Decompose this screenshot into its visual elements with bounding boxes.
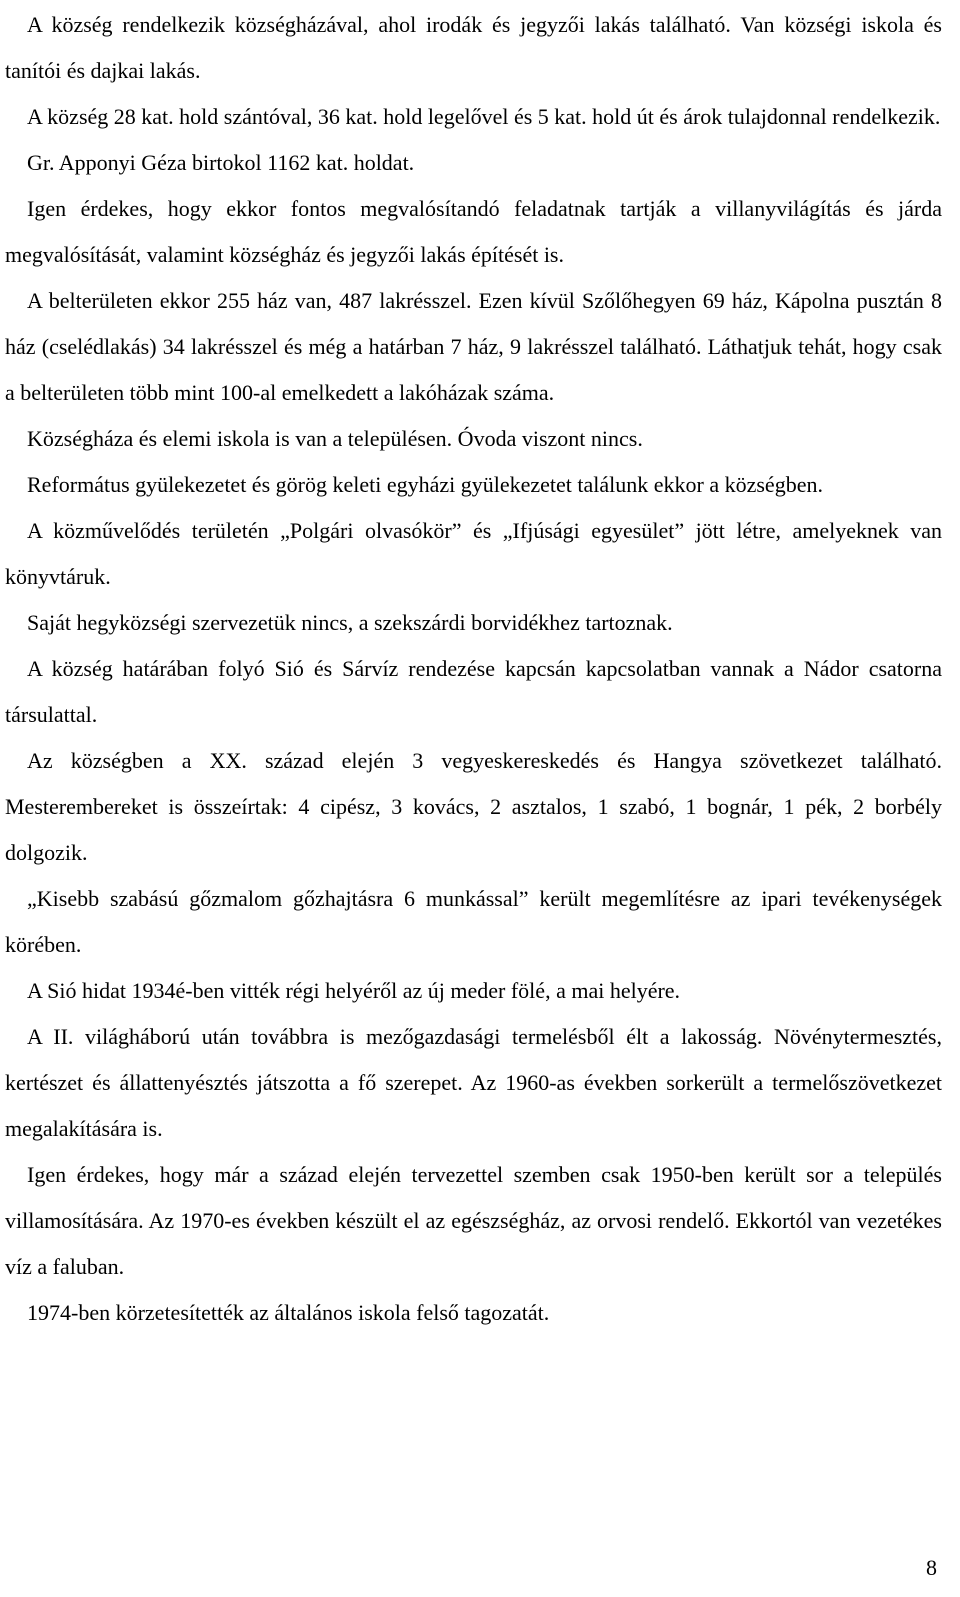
paragraph-post-war-agriculture: A II. világháború után továbbra is mezőgazdasági termelésből élt a lakosság. Növénytermesztés, kertészet és állattenyésztés játszotta a fő szerepet. Az 1960-as években sorkerült a termelőszövetkezet megalakítására is. [5,1024,942,1141]
paragraph-village-hall: A község rendelkezik községházával, ahol irodák és jegyzői lakás található. Van községi iskola és tanítói és dajkai lakás. [5,12,942,83]
paragraph-cultural-associations: A közművelődés területén „Polgári olvasókör” és „Ifjúsági egyesület” jött létre, amelyeknek van könyvtáruk. [5,518,942,589]
paragraph-river-regulation: A község határában folyó Sió és Sárvíz rendezése kapcsán kapcsolatban vannak a Nádor csatorna társulattal. [5,656,942,727]
paragraph-land-holdings: A község 28 kat. hold szántóval, 36 kat. hold legelővel és 5 kat. hold út és árok tulajdonnal rendelkezik. [27,104,941,129]
paragraph-wine-region: Saját hegyközségi szervezetük nincs, a szekszárdi borvidékhez tartoznak. [27,610,673,635]
paragraph-school-kindergarten: Községháza és elemi iskola is van a településen. Óvoda viszont nincs. [27,426,643,451]
paragraph-school-district: 1974-ben körzetesítették az általános iskola felső tagozatát. [27,1300,550,1325]
paragraph-electrification: Igen érdekes, hogy már a század elején tervezettel szemben csak 1950-ben került sor a település villamosítására. Az 1970-es években készült el az egészségház, az orvosi rendelő. Ekkortól van vezetékes víz a faluban. [5,1162,942,1279]
paragraph-steam-mill: „Kisebb szabású gőzmalom gőzhajtásra 6 munkással” került megemlítésre az ipari tevékenységek körében. [5,886,942,957]
paragraph-planned-developments: Igen érdekes, hogy ekkor fontos megvalósítandó feladatnak tartják a villanyvilágítás és járda megvalósítását, valamint községház és jegyzői lakás építését is. [5,196,942,267]
paragraph-sio-bridge: A Sió hidat 1934é-ben vitték régi helyéről az új meder fölé, a mai helyére. [27,978,681,1003]
paragraph-apponyi-estate: Gr. Apponyi Géza birtokol 1162 kat. holdat. [27,150,415,175]
page-number: 8 [926,1555,937,1580]
document-body [5,0,942,1336]
paragraph-shops-craftsmen: Az községben a XX. század elején 3 vegyeskereskedés és Hangya szövetkezet található. Mesterembereket is összeírtak: 4 cipész, 3 kovács, 2 asztalos, 1 szabó, 1 bognár, 1 pék, 2 borbély dolgozik. [5,748,942,865]
paragraph-congregations: Református gyülekezetet és görög keleti egyházi gyülekezetet találunk ekkor a községben. [27,472,823,497]
paragraph-housing-count: A belterületen ekkor 255 ház van, 487 lakrésszel. Ezen kívül Szőlőhegyen 69 ház, Kápolna pusztán 8 ház (cselédlakás) 34 lakrésszel és még a határban 7 ház, 9 lakrésszel található. Láthatjuk tehát, hogy csak a belterületen több mint 100-al emelkedett a lakóházak száma. [5,288,942,405]
